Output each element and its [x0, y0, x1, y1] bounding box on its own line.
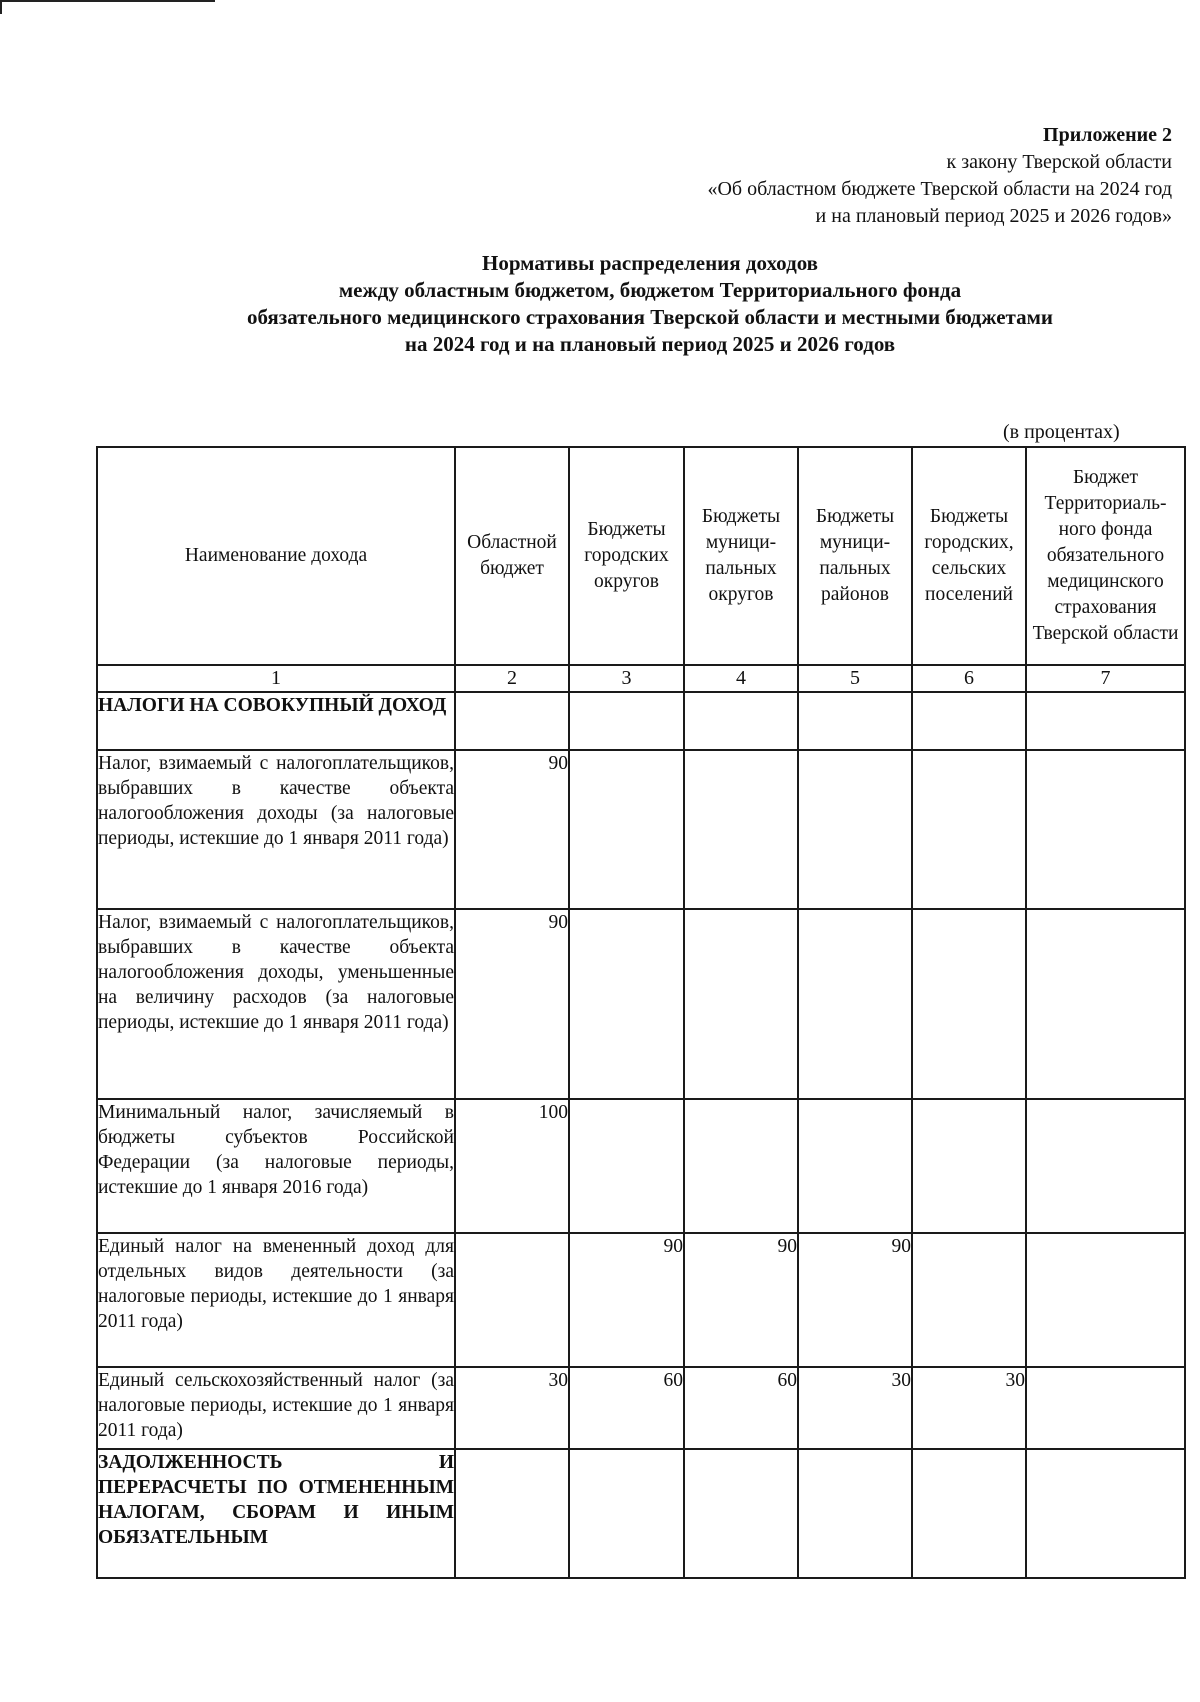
page-top-edge: [0, 0, 215, 3]
income-name: Налог, взимаемый с налогоплательщиков, выбравших в качестве объекта налогообложения доходы, уменьшенные на величину расходов (за налоговые периоды, истекшие до 1 января 2011 года): [97, 909, 455, 1099]
column-header: Бюджет Территориаль-ного фонда обязательного медицинского страхования Тверской области: [1026, 447, 1185, 665]
header-row: [97, 447, 1185, 665]
income-name: Единый налог на вмененный доход для отдельных видов деятельности (за налоговые периоды, истекшие до 1 января 2011 года): [97, 1233, 455, 1367]
value-cell: [798, 909, 912, 1099]
document-title: [100, 250, 1200, 358]
appendix-title: Приложение 2: [1043, 124, 1172, 146]
title-line: Нормативы распределения доходов: [481, 251, 819, 275]
table-row: [97, 1367, 1185, 1449]
appendix-line: «Об областном бюджете Тверской области на 2024 год: [707, 178, 1172, 200]
value-cell: [1026, 1449, 1185, 1578]
value-cell: [798, 1099, 912, 1233]
column-header: Бюджеты муници-пальных районов: [798, 447, 912, 665]
value-cell: [1026, 692, 1185, 750]
page-left-edge: [0, 0, 2, 14]
value-cell: [912, 750, 1026, 909]
table-row: [97, 1449, 1185, 1578]
appendix-line: и на плановый период 2025 и 2026 годов»: [815, 205, 1172, 227]
column-number: 2: [455, 665, 569, 692]
value-cell: [569, 1099, 684, 1233]
value-cell: [455, 1449, 569, 1578]
value-cell: [684, 1449, 798, 1578]
title-line: между областным бюджетом, бюджетом Территориального фонда: [338, 278, 962, 302]
value-cell: [569, 909, 684, 1099]
value-cell: [912, 909, 1026, 1099]
value-cell: 90: [455, 750, 569, 909]
value-cell: [1026, 1233, 1185, 1367]
value-cell: 60: [569, 1367, 684, 1449]
column-header: Бюджеты городских округов: [569, 447, 684, 665]
column-header: Областной бюджет: [455, 447, 569, 665]
value-cell: 30: [798, 1367, 912, 1449]
value-cell: [798, 1449, 912, 1578]
column-number: 7: [1026, 665, 1185, 692]
value-cell: 90: [684, 1233, 798, 1367]
table-row: [97, 909, 1185, 1099]
value-cell: 30: [455, 1367, 569, 1449]
appendix-header: [532, 122, 1172, 230]
value-cell: [569, 750, 684, 909]
value-cell: [1026, 909, 1185, 1099]
value-cell: [912, 1099, 1026, 1233]
value-cell: 90: [569, 1233, 684, 1367]
column-number: 3: [569, 665, 684, 692]
value-cell: 30: [912, 1367, 1026, 1449]
income-name: Налог, взимаемый с налогоплательщиков, выбравших в качестве объекта налогообложения доходы (за налоговые периоды, истекшие до 1 января 2011 года): [97, 750, 455, 909]
value-cell: [455, 1233, 569, 1367]
table-row: [97, 692, 1185, 750]
column-number: 1: [97, 665, 455, 692]
title-line: на 2024 год и на плановый период 2025 и 2026 годов: [404, 332, 896, 356]
appendix-line: к закону Тверской области: [946, 151, 1172, 173]
value-cell: [684, 692, 798, 750]
income-name: Единый сельскохозяйственный налог (за налоговые периоды, истекшие до 1 января 2011 года): [97, 1367, 455, 1449]
value-cell: [455, 692, 569, 750]
column-header: Наименование дохода: [97, 447, 455, 665]
section-heading: НАЛОГИ НА СОВОКУПНЫЙ ДОХОД: [97, 692, 455, 750]
value-cell: [1026, 750, 1185, 909]
value-cell: [912, 1449, 1026, 1578]
value-cell: [912, 692, 1026, 750]
value-cell: [684, 1099, 798, 1233]
table-row: [97, 1099, 1185, 1233]
income-name: Минимальный налог, зачисляемый в бюджеты субъектов Российской Федерации (за налоговые периоды, истекшие до 1 января 2016 года): [97, 1099, 455, 1233]
column-number-row: [97, 665, 1185, 692]
value-cell: [569, 1449, 684, 1578]
value-cell: 90: [798, 1233, 912, 1367]
value-cell: [569, 692, 684, 750]
value-cell: [1026, 1367, 1185, 1449]
column-number: 5: [798, 665, 912, 692]
column-number: 4: [684, 665, 798, 692]
column-number: 6: [912, 665, 1026, 692]
value-cell: [1026, 1099, 1185, 1233]
value-cell: [912, 1233, 1026, 1367]
value-cell: 90: [455, 909, 569, 1099]
table-row: [97, 1233, 1185, 1367]
norms-table: [96, 446, 1186, 1579]
table-row: [97, 750, 1185, 909]
section-heading: ЗАДОЛЖЕННОСТЬ И ПЕРЕРАСЧЕТЫ ПО ОТМЕНЕННЫМ НАЛОГАМ, СБОРАМ И ИНЫМ ОБЯЗАТЕЛЬНЫМ: [97, 1449, 455, 1578]
column-header: Бюджеты городских, сельских поселений: [912, 447, 1026, 665]
value-cell: [798, 692, 912, 750]
value-cell: 60: [684, 1367, 798, 1449]
value-cell: [684, 909, 798, 1099]
value-cell: [798, 750, 912, 909]
title-line: обязательного медицинского страхования Тверской области и местными бюджетами: [246, 305, 1054, 329]
value-cell: 100: [455, 1099, 569, 1233]
value-cell: [684, 750, 798, 909]
column-header: Бюджеты муници-пальных округов: [684, 447, 798, 665]
unit-label: (в процентах): [1003, 421, 1120, 443]
